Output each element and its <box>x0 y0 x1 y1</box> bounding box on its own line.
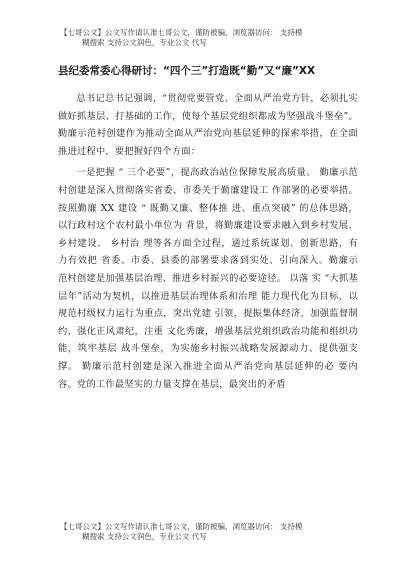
banner-line-1: 【七哥公文】公文写作请认准七哥公文，谨防被骗，浏览器访问： 支持模 <box>60 28 303 37</box>
banner-line-1: 【七哥公文】公文写作请认准七哥公文，谨防被骗，浏览器访问： 支持模 <box>60 522 303 531</box>
banner-line-2: 糊搜索 支持公文润色，专业公文 代写 <box>82 38 207 47</box>
banner-line-2: 糊搜索 支持公文润色，专业公文 代写 <box>82 532 207 541</box>
document-body <box>58 90 358 515</box>
document-title: 县纪委常委心得研讨：“四个三”打造既“勤”又“廉”XX <box>58 65 316 77</box>
paragraph: 一是把握 “ 三个必要”，提高政治站位保障发展高质量。 勤廉示范村创建是深入贯彻落实省委、市委关于勤廉建设工 作部署的必要举措。按照勤廉 XX 建设 “ 既勤又廉、整体推 进、重点突破” 的总体思路， 以行政村这个农村最小单位为 背景，将勤廉建设要求融入到乡村发展、 乡村建设、 乡村治 理等各方面全过程，通过系统谋划、创新思路，有力有效把 省委、市委、县委的部署要求落到实处、引向深入。勤廉示 范村创建是加强基层治理、推进乡村振兴的必要途径。 以落 实 “大抓基层年”活动为契机，以推进基层治理体系和治理 能力现代化为目标，以规范村级权力运行为重点，突出党建 引领，提振集体经济，加强监督制约，强化正风肃纪，注重 文化秀廉，增强基层党组织政治功能和组织功能，筑牢基层 战斗堡垒，为实施乡村振兴战略发展源动力、提供强支撑。 勤廉示范村创建是深入推进全面从严治党向基层延伸的必 要内容。党的工作最坚实的力量支撑在基层，最突出的矛盾 <box>58 167 358 390</box>
header-banner <box>60 28 360 48</box>
footer-banner <box>60 522 360 542</box>
paragraph: 总书记总书记强调，“贯彻党要管党、全面从严治党方针，必须扎实做好抓基层、打基础的工作，使每个基层党组织都成为坚强战斗堡垒”。勤廉示范村创建作为推动全面从严治党向基层延伸的探索举措，在全面推进过程中，要把握好四个方面： <box>58 93 358 157</box>
